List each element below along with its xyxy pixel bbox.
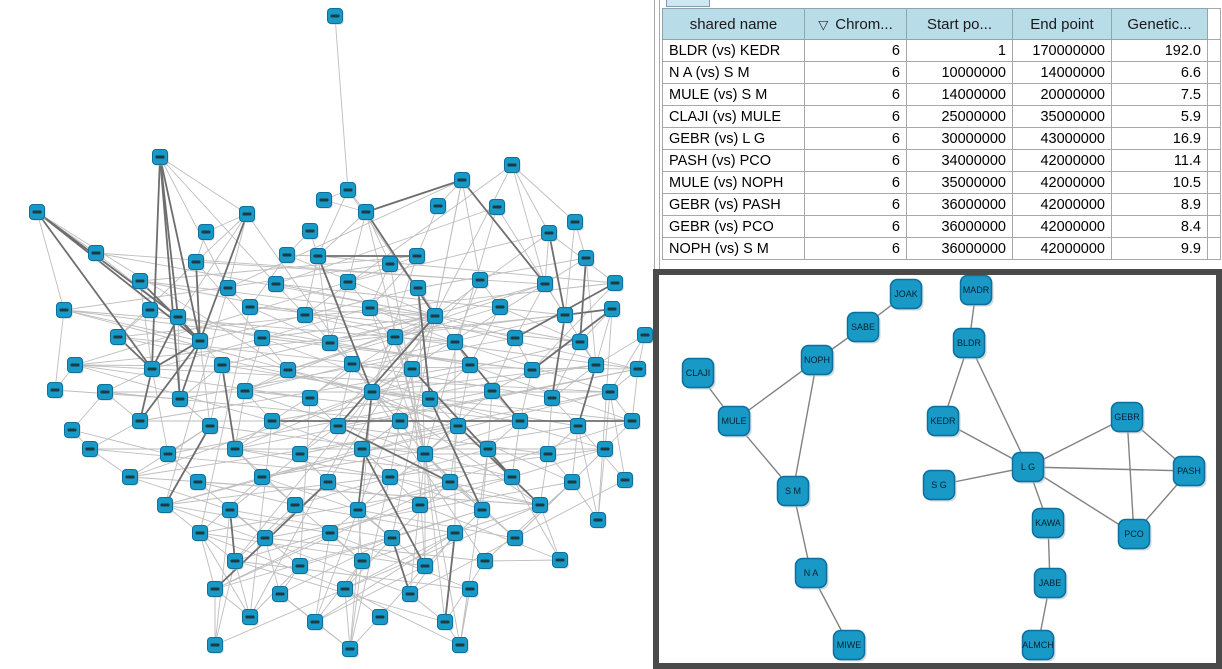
cell-value[interactable]: 6 [805, 150, 907, 172]
network-node[interactable] [571, 419, 587, 435]
cell-value[interactable]: 20000000 [1013, 84, 1112, 106]
network-node[interactable] [451, 419, 467, 435]
network-node[interactable] [589, 358, 605, 374]
cell-sliver [1208, 84, 1221, 106]
table-tab-fragment[interactable] [666, 0, 710, 7]
network-edge [228, 214, 247, 288]
network-node[interactable] [89, 246, 105, 262]
cell-value[interactable]: 6 [805, 194, 907, 216]
subnetwork-node-label: CLAJI [685, 368, 711, 378]
network-node[interactable] [228, 442, 244, 458]
network-node[interactable] [288, 498, 304, 514]
network-edge [160, 157, 247, 214]
network-node[interactable] [215, 358, 231, 374]
subnetwork-node-CLAJI[interactable] [683, 359, 716, 390]
network-node[interactable] [405, 362, 421, 378]
network-node[interactable] [573, 335, 589, 351]
network-node[interactable] [243, 300, 259, 316]
subnetwork-node-JOAK[interactable] [891, 280, 924, 311]
network-node[interactable] [411, 281, 427, 297]
cell-shared-name[interactable]: GEBR (vs) PASH [663, 194, 805, 216]
network-edge [250, 307, 435, 316]
network-node[interactable] [189, 255, 205, 271]
cell-sliver [1208, 128, 1221, 150]
cell-value[interactable]: 7.5 [1112, 84, 1208, 106]
cell-sliver [1208, 172, 1221, 194]
network-node[interactable] [413, 498, 429, 514]
network-node[interactable] [453, 638, 469, 654]
network-node[interactable] [541, 447, 557, 463]
subnetwork-node-PASH[interactable] [1174, 457, 1207, 488]
cell-value[interactable]: 1 [907, 40, 1013, 62]
network-edge-heavy [152, 157, 160, 369]
cell-value[interactable]: 6 [805, 216, 907, 238]
subnetwork-node-label: S M [784, 486, 802, 496]
network-edge [245, 391, 520, 421]
cell-value[interactable]: 9.9 [1112, 238, 1208, 260]
filter-icon[interactable]: ▽ [818, 16, 829, 32]
subnetwork-edge-GEBR-PCO[interactable] [1127, 417, 1134, 534]
network-node[interactable] [355, 442, 371, 458]
network-node[interactable] [565, 475, 581, 491]
subnetwork-node-label: BLDR [956, 338, 982, 348]
network-edge [512, 165, 575, 222]
network-node[interactable] [403, 587, 419, 603]
network-node[interactable] [223, 503, 239, 519]
subnetwork-node-label: KAWA [1035, 518, 1061, 528]
cell-value[interactable]: 14000000 [907, 84, 1013, 106]
network-node[interactable] [475, 503, 491, 519]
network-node[interactable] [323, 336, 339, 352]
network-node[interactable] [145, 362, 161, 378]
subnetwork-node-NA[interactable] [796, 559, 829, 590]
network-edge [315, 533, 330, 622]
cell-sliver [1208, 62, 1221, 84]
network-node[interactable] [83, 442, 99, 458]
subnetwork-node-label: JOAK [894, 289, 918, 299]
table-row[interactable] [663, 238, 1221, 260]
table-row[interactable] [663, 172, 1221, 194]
network-node[interactable] [123, 470, 139, 486]
network-node[interactable] [111, 330, 127, 346]
network-edge [300, 398, 310, 566]
column-header-chromosome[interactable] [805, 9, 907, 40]
network-node[interactable] [321, 475, 337, 491]
network-node[interactable] [443, 475, 459, 491]
network-edge [610, 392, 625, 480]
network-node[interactable] [133, 274, 149, 290]
subnetwork-node-label: PCO [1124, 529, 1144, 539]
cell-value[interactable]: 42000000 [1013, 194, 1112, 216]
network-node[interactable] [273, 587, 289, 603]
network-node[interactable] [191, 475, 207, 491]
network-node[interactable] [68, 358, 84, 374]
network-node[interactable] [463, 582, 479, 598]
subnetwork-node-label: L G [1020, 462, 1036, 472]
network-edge [335, 16, 348, 190]
cell-shared-name[interactable]: GEBR (vs) L G [663, 128, 805, 150]
network-node[interactable] [485, 384, 501, 400]
subnetwork-node-JABE[interactable] [1035, 569, 1068, 600]
cell-shared-name[interactable]: N A (vs) S M [663, 62, 805, 84]
cell-value[interactable]: 14000000 [1013, 62, 1112, 84]
network-node[interactable] [221, 281, 237, 297]
cell-shared-name[interactable]: GEBR (vs) PCO [663, 216, 805, 238]
network-node[interactable] [311, 249, 327, 265]
network-node[interactable] [281, 363, 297, 379]
network-node[interactable] [193, 334, 209, 350]
network-node[interactable] [308, 615, 324, 631]
network-node[interactable] [410, 249, 426, 265]
network-node[interactable] [351, 503, 367, 519]
cell-shared-name[interactable]: CLAJI (vs) MULE [663, 106, 805, 128]
cell-value[interactable]: 36000000 [907, 238, 1013, 260]
network-edge [512, 165, 545, 284]
network-node[interactable] [343, 642, 359, 658]
network-node[interactable] [363, 301, 379, 317]
edge-attribute-table [662, 8, 1221, 260]
network-node[interactable] [493, 300, 509, 316]
network-node[interactable] [388, 330, 404, 346]
network-node[interactable] [365, 385, 381, 401]
table-row[interactable] [663, 62, 1221, 84]
subnetwork-edge-BLDR-LG[interactable] [969, 343, 1028, 467]
network-node[interactable] [525, 363, 541, 379]
network-node[interactable] [57, 303, 73, 319]
network-node[interactable] [438, 615, 454, 631]
network-node[interactable] [228, 554, 244, 570]
network-node[interactable] [317, 193, 333, 209]
subnetwork-node-label: S G [931, 480, 947, 490]
network-node[interactable] [383, 257, 399, 273]
network-node[interactable] [418, 559, 434, 575]
subnetwork-node-KAWA[interactable] [1033, 509, 1066, 540]
cell-value[interactable]: 6 [805, 238, 907, 260]
cell-sliver [1208, 216, 1221, 238]
network-node[interactable] [238, 384, 254, 400]
network-node[interactable] [303, 224, 319, 240]
network-node[interactable] [608, 276, 624, 292]
subnetwork-node-MADR[interactable] [961, 276, 994, 307]
cell-shared-name[interactable]: PASH (vs) PCO [663, 150, 805, 172]
column-header-start-position[interactable]: Start po... [907, 9, 1013, 40]
network-node[interactable] [161, 447, 177, 463]
cell-value[interactable]: 34000000 [907, 150, 1013, 172]
subnetwork-canvas[interactable] [659, 275, 1216, 663]
network-node[interactable] [298, 308, 314, 324]
cell-value[interactable]: 35000000 [1013, 106, 1112, 128]
network-node[interactable] [545, 391, 561, 407]
network-node[interactable] [618, 473, 634, 489]
cell-value[interactable]: 6 [805, 40, 907, 62]
table-row[interactable] [663, 216, 1221, 238]
cell-value[interactable]: 30000000 [907, 128, 1013, 150]
subnetwork-edge-NOPH-SM[interactable] [793, 360, 817, 491]
network-node[interactable] [48, 383, 64, 399]
network-node[interactable] [133, 414, 149, 430]
cell-value[interactable]: 42000000 [1013, 150, 1112, 172]
network-node[interactable] [269, 277, 285, 293]
subnetwork-node-label: MULE [721, 416, 747, 426]
network-edge [460, 449, 488, 645]
network-edge [470, 307, 500, 365]
network-node[interactable] [631, 362, 647, 378]
table-row[interactable] [663, 194, 1221, 216]
network-node[interactable] [558, 308, 574, 324]
network-node[interactable] [568, 215, 584, 231]
network-node[interactable] [448, 526, 464, 542]
cell-value[interactable]: 43000000 [1013, 128, 1112, 150]
cell-shared-name[interactable]: MULE (vs) S M [663, 84, 805, 106]
network-node[interactable] [579, 251, 595, 267]
table-row[interactable] [663, 106, 1221, 128]
subnetwork-node-LG[interactable] [1013, 453, 1046, 484]
network-node[interactable] [171, 310, 187, 326]
cell-shared-name[interactable]: BLDR (vs) KEDR [663, 40, 805, 62]
network-node[interactable] [293, 559, 309, 575]
network-node[interactable] [265, 414, 281, 430]
cell-value[interactable]: 6.6 [1112, 62, 1208, 84]
network-node[interactable] [505, 158, 521, 174]
network-node[interactable] [359, 205, 375, 221]
network-edge [230, 510, 392, 538]
subnetwork-panel [653, 269, 1222, 669]
network-node[interactable] [393, 414, 409, 430]
cell-value[interactable]: 16.9 [1112, 128, 1208, 150]
network-node[interactable] [533, 498, 549, 514]
subnetwork-node-MULE[interactable] [719, 407, 752, 438]
cell-sliver [1208, 40, 1221, 62]
subnetwork-node-label: KEDR [930, 416, 956, 426]
network-edge [55, 310, 64, 390]
network-node[interactable] [505, 470, 521, 486]
cell-sliver [1208, 106, 1221, 128]
network-edge [512, 165, 549, 233]
cell-value[interactable]: 5.9 [1112, 106, 1208, 128]
network-node[interactable] [280, 248, 296, 264]
network-node[interactable] [199, 225, 215, 241]
network-node[interactable] [255, 470, 271, 486]
network-node[interactable] [341, 275, 357, 291]
network-node[interactable] [383, 470, 399, 486]
network-edge [152, 369, 168, 454]
cell-value[interactable]: 192.0 [1112, 40, 1208, 62]
network-node[interactable] [65, 423, 81, 439]
cell-value[interactable]: 42000000 [1013, 216, 1112, 238]
network-node[interactable] [341, 183, 357, 199]
cell-value[interactable]: 42000000 [1013, 238, 1112, 260]
table-row[interactable] [663, 84, 1221, 106]
network-node[interactable] [513, 414, 529, 430]
network-node[interactable] [240, 207, 256, 223]
network-node[interactable] [258, 531, 274, 547]
cell-value[interactable]: 6 [805, 84, 907, 106]
cell-value[interactable]: 35000000 [907, 172, 1013, 194]
cell-value[interactable]: 36000000 [907, 216, 1013, 238]
network-node[interactable] [553, 553, 569, 569]
network-node[interactable] [478, 554, 494, 570]
network-node[interactable] [355, 554, 371, 570]
network-node[interactable] [338, 582, 354, 598]
subnetwork-edge-LG-PASH[interactable] [1028, 467, 1189, 471]
network-node[interactable] [508, 331, 524, 347]
cell-sliver [1208, 238, 1221, 260]
cell-value[interactable]: 8.4 [1112, 216, 1208, 238]
column-header-chromosome-label: Chrom... [835, 15, 893, 33]
cell-shared-name[interactable]: MULE (vs) NOPH [663, 172, 805, 194]
subnetwork-node-SG[interactable] [924, 471, 957, 502]
panel-splitter[interactable] [654, 0, 660, 269]
network-edge [160, 157, 276, 284]
network-edge [435, 165, 512, 316]
network-node[interactable] [373, 610, 389, 626]
cell-value[interactable]: 11.4 [1112, 150, 1208, 172]
table-row[interactable] [663, 150, 1221, 172]
network-node[interactable] [638, 328, 654, 344]
cell-value[interactable]: 42000000 [1013, 172, 1112, 194]
network-node[interactable] [98, 385, 114, 401]
network-node[interactable] [418, 447, 434, 463]
network-node[interactable] [303, 391, 319, 407]
cell-value[interactable]: 36000000 [907, 194, 1013, 216]
network-node[interactable] [481, 442, 497, 458]
network-node[interactable] [208, 582, 224, 598]
network-edge [210, 365, 222, 426]
subnetwork-node-label: GEBR [1114, 412, 1140, 422]
subnetwork-node-KEDR[interactable] [928, 407, 961, 438]
network-edge [485, 560, 560, 561]
subnetwork-node-PCO[interactable] [1119, 520, 1152, 551]
cell-value[interactable]: 10.5 [1112, 172, 1208, 194]
network-node[interactable] [158, 498, 174, 514]
network-node[interactable] [243, 610, 259, 626]
cell-value[interactable]: 6 [805, 62, 907, 84]
subnetwork-node-MIWE[interactable] [834, 631, 867, 662]
network-node[interactable] [331, 419, 347, 435]
subnetwork-node-label: PASH [1177, 466, 1201, 476]
table-scroll-sliver [1208, 9, 1221, 40]
network-node[interactable] [448, 335, 464, 351]
network-node[interactable] [455, 173, 471, 189]
subnetwork-node-SM[interactable] [778, 477, 811, 508]
network-edge [165, 505, 330, 533]
network-node[interactable] [625, 414, 641, 430]
subnetwork-node-SABE[interactable] [848, 313, 881, 344]
network-node[interactable] [143, 303, 159, 319]
column-header-genetic[interactable]: Genetic... [1112, 9, 1208, 40]
network-node[interactable] [193, 526, 209, 542]
subnetwork-node-ALMCH[interactable] [1022, 631, 1055, 662]
network-node[interactable] [490, 200, 506, 216]
subnetwork-node-label: JABE [1038, 578, 1062, 588]
cell-value[interactable]: 170000000 [1013, 40, 1112, 62]
subnetwork-node-label: ALMCH [1022, 640, 1054, 650]
network-node[interactable] [603, 385, 619, 401]
network-edge [565, 222, 575, 315]
network-edge [345, 589, 350, 649]
edge-table-panel [653, 0, 1222, 269]
network-edge-heavy [462, 180, 545, 284]
cell-value[interactable]: 25000000 [907, 106, 1013, 128]
network-node[interactable] [293, 447, 309, 463]
network-node[interactable] [30, 205, 46, 221]
table-header-row [663, 9, 1221, 40]
cell-value[interactable]: 6 [805, 128, 907, 150]
cell-sliver [1208, 194, 1221, 216]
column-header-end-point[interactable]: End point [1013, 9, 1112, 40]
network-node[interactable] [255, 331, 271, 347]
network-node[interactable] [208, 638, 224, 654]
network-node[interactable] [463, 358, 479, 374]
subnetwork-node-GEBR[interactable] [1112, 403, 1145, 434]
network-edge [130, 477, 230, 510]
network-node[interactable] [345, 357, 361, 373]
subnetwork-node-label: NOPH [803, 355, 831, 365]
cell-shared-name[interactable]: NOPH (vs) S M [663, 238, 805, 260]
cell-sliver [1208, 150, 1221, 172]
network-node[interactable] [598, 442, 614, 458]
network-node[interactable] [431, 199, 447, 215]
subnetwork-node-label: N A [803, 568, 819, 578]
network-node[interactable] [605, 302, 621, 318]
network-node[interactable] [473, 273, 489, 289]
network-node[interactable] [328, 9, 344, 25]
network-node[interactable] [508, 531, 524, 547]
cell-value[interactable]: 6 [805, 172, 907, 194]
network-node[interactable] [428, 309, 444, 325]
cell-value[interactable]: 10000000 [907, 62, 1013, 84]
subnetwork-node-NOPH[interactable] [802, 346, 835, 377]
network-edge-heavy [458, 426, 540, 505]
subnetwork-node-label: SABE [850, 322, 876, 332]
network-node[interactable] [385, 531, 401, 547]
network-node[interactable] [323, 526, 339, 542]
subnetwork-node-label: MADR [962, 285, 990, 295]
table-row[interactable] [663, 40, 1221, 62]
network-node[interactable] [538, 277, 554, 293]
column-header-shared-name[interactable]: shared name [663, 9, 805, 40]
network-edge [598, 449, 605, 520]
network-node[interactable] [173, 392, 189, 408]
network-node[interactable] [542, 226, 558, 242]
subnetwork-node-BLDR[interactable] [954, 329, 987, 360]
network-node[interactable] [423, 392, 439, 408]
table-row[interactable] [663, 128, 1221, 150]
network-node[interactable] [153, 150, 169, 166]
cell-value[interactable]: 8.9 [1112, 194, 1208, 216]
network-node[interactable] [591, 513, 607, 529]
network-node[interactable] [203, 419, 219, 435]
subnetwork-node-label: MIWE [836, 640, 862, 650]
cell-value[interactable]: 6 [805, 106, 907, 128]
